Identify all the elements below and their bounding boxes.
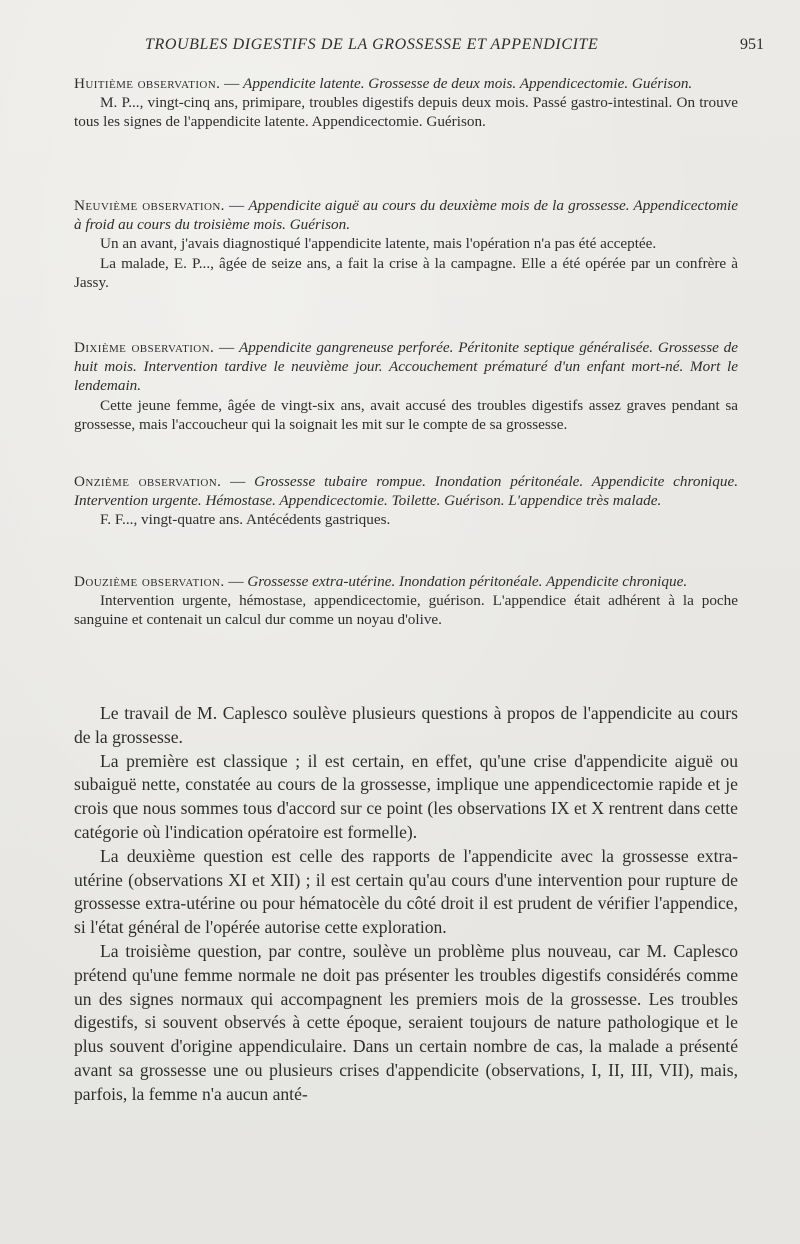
discussion-paragraph: La première est classique ; il est certain, en effet, qu'une crise d'appendicite aiguë ou subaiguë nette, constatée au cours de la grossesse, implique une appendicectomie rapide et je crois que nous sommes tous d'accord sur ce point (les observations IX et X rentrent dans cette catégorie où l'indication opératoire est formelle). — [74, 750, 738, 842]
observation-label: Dixième observation. — [74, 339, 215, 356]
observation-label: Neuvième observation. — [74, 197, 225, 214]
observation-title: Appendicite aiguë au cours du deuxième mois de la grossesse. Appendicectomie à froid au cours du troisième mois. Guérison. — [74, 197, 739, 234]
observation-paragraph: Cette jeune femme, âgée de vingt-six ans, avait accusé des troubles digestifs assez graves pendant sa grossesse, mais l'accoucheur qui la soignait les mit sur le compte de sa grossesse. — [74, 396, 738, 433]
observation-label: Douzième observation. — [74, 573, 225, 590]
observation-title: Appendicite gangreneuse perforée. Péritonite septique généralisée. Grossesse de huit mois. Intervention tardive le neuvième jour. Accouchement prématuré d'un enfant mort-né. Mort le lendemain. — [74, 339, 738, 395]
running-header — [0, 36, 800, 58]
observation-label: Onzième observation. — [74, 473, 222, 490]
observation-title: Grossesse tubaire rompue. Inondation péritonéale. Appendicite chronique. Intervention urgente. Hémostase. Appendicectomie. Toilette. Guérison. L'appendice très malade. — [74, 473, 738, 510]
observation-paragraph: Un an avant, j'avais diagnostiqué l'appendicite latente, mais l'opération n'a pas été acceptée. — [100, 235, 657, 253]
observation-heading: Dixième observation. — Appendicite gangreneuse perforée. Péritonite septique généralisée. Grossesse de huit mois. Intervention tardive le neuvième jour. Accouchement prématuré d'un enfant mort-né. Mort le lendemain. — [74, 339, 738, 395]
discussion-paragraph: La deuxième question est celle des rapports de l'appendicite avec la grossesse extra-utérine (observations XI et XII) ; il est certain qu'au cours d'une intervention pour rupture de grossesse extra-utérine ou pour hématocèle du côté droit il est prudent de vérifier l'appendice, si l'état général de l'opérée autorise cette exploration. — [74, 845, 738, 938]
observation-8 — [74, 74, 738, 132]
discussion-text — [74, 702, 738, 1107]
page-number: 951 — [740, 36, 764, 53]
observation-title: Appendicite latente. Grossesse de deux mois. Appendicectomie. Guérison. — [243, 75, 693, 92]
observation-10 — [74, 338, 738, 434]
observation-heading: Douzième observation. — Grossesse extra-utérine. Inondation péritonéale. Appendicite chronique. — [74, 573, 688, 590]
observation-paragraph: F. F..., vingt-quatre ans. Antécédents gastriques. — [100, 511, 391, 529]
observation-heading: Neuvième observation. — Appendicite aiguë au cours du deuxième mois de la grossesse. Appendicectomie à froid au cours du troisième mois. Guérison. — [74, 197, 739, 234]
observation-heading: Huitième observation. — Appendicite latente. Grossesse de deux mois. Appendicectomie. Guérison. — [74, 75, 693, 92]
observation-title: Grossesse extra-utérine. Inondation péritonéale. Appendicite chronique. — [247, 573, 688, 590]
discussion-paragraph: La troisième question, par contre, soulève un problème plus nouveau, car M. Caplesco prétend qu'une femme normale ne doit pas présenter les troubles digestifs considérés comme un des signes normaux qui accompagnent les premiers mois de la grossesse. Les troubles digestifs, si souvent observés à cette époque, seraient toujours de nature pathologique et le plus souvent d'origine appendiculaire. Dans un certain nombre de cas, la malade a présenté avant sa grossesse une ou plusieurs crises d'appendicite (observations, I, II, III, VII), mais, parfois, la femme n'a aucun anté- — [74, 940, 738, 1104]
observation-paragraph: Intervention urgente, hémostase, appendicectomie, guérison. L'appendice était adhérent à la poche sanguine et contenait un calcul dur comme un noyau d'olive. — [74, 592, 738, 629]
observation-11 — [74, 472, 738, 530]
observation-paragraph: M. P..., vingt-cinq ans, primipare, troubles digestifs depuis deux mois. Passé gastro-intestinal. On trouve tous les signes de l'appendicite latente. Appendicectomie. Guérison. — [74, 94, 738, 131]
observation-9 — [74, 196, 738, 292]
observation-paragraph: La malade, E. P..., âgée de seize ans, a fait la crise à la campagne. Elle a été opérée par un confrère à Jassy. — [74, 254, 738, 291]
discussion-paragraph: Le travail de M. Caplesco soulève plusieurs questions à propos de l'appendicite au cours de la grossesse. — [74, 703, 738, 747]
observation-heading: Onzième observation. — Grossesse tubaire rompue. Inondation péritonéale. Appendicite chronique. Intervention urgente. Hémostase. Appendicectomie. Toilette. Guérison. L'appendice très malade. — [74, 473, 738, 510]
observation-label: Huitième observation. — [74, 75, 221, 92]
running-title: TROUBLES DIGESTIFS DE LA GROSSESSE ET APPENDICITE — [145, 36, 599, 53]
observation-12 — [74, 572, 738, 630]
